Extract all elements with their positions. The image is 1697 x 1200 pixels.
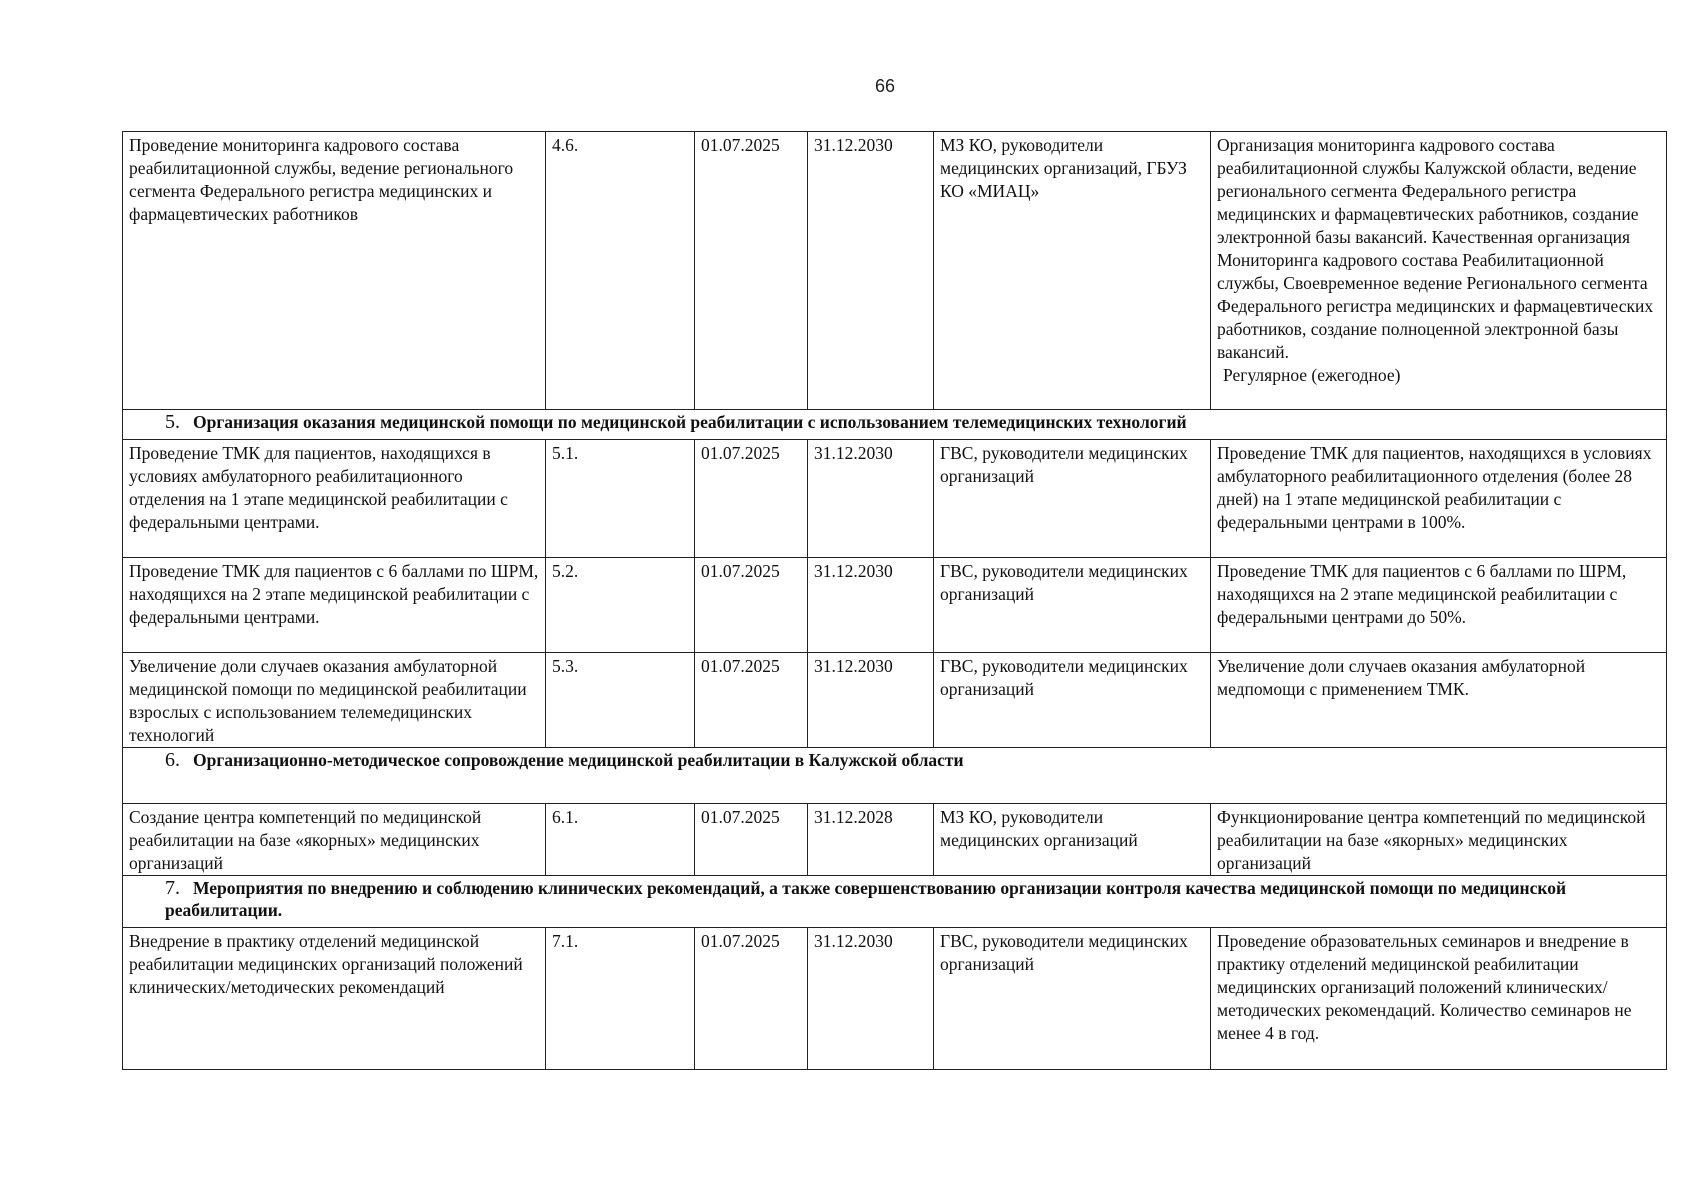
- responsible-cell: МЗ КО, руководители медицинских организаций: [934, 804, 1211, 876]
- start-date-cell: 01.07.2025: [695, 558, 808, 653]
- section-title: Организационно-методическое сопровождение медицинской реабилитации в Калужской области: [193, 750, 964, 770]
- section-title: Организация оказания медицинской помощи по медицинской реабилитации с использованием телемедицинских технологий: [193, 412, 1187, 432]
- table-row: [123, 558, 1667, 653]
- section-number: 7.: [165, 877, 180, 899]
- responsible-cell: МЗ КО, руководители медицинских организаций, ГБУЗ КО «МИАЦ»: [934, 132, 1211, 410]
- item-number-cell: 5.3.: [546, 653, 695, 748]
- responsible-cell: ГВС, руководители медицинских организаций: [934, 440, 1211, 558]
- section-header-row: [123, 876, 1667, 928]
- start-date-cell: 01.07.2025: [695, 440, 808, 558]
- result-cell: Проведение ТМК для пациентов с 6 баллами по ШРМ, находящихся на 2 этапе медицинской реабилитации с федеральными центрами до 50%.: [1211, 558, 1667, 653]
- start-date-cell: 01.07.2025: [695, 132, 808, 410]
- item-number-cell: 5.2.: [546, 558, 695, 653]
- result-cell: Проведение ТМК для пациентов, находящихся в условиях амбулаторного реабилитационного отделения (более 28 дней) на 1 этапе медицинской реабилитации с федеральными центрами в 100%.: [1211, 440, 1667, 558]
- activity-cell: Создание центра компетенций по медицинской реабилитации на базе «якорных» медицинских организаций: [123, 804, 546, 876]
- section-header: [123, 876, 1667, 928]
- section-header-row: [123, 748, 1667, 804]
- end-date-cell: 31.12.2030: [808, 558, 934, 653]
- action-plan-table: [122, 131, 1667, 1070]
- section-number: 5.: [165, 411, 180, 433]
- responsible-cell: ГВС, руководители медицинских организаций: [934, 653, 1211, 748]
- result-cell: Функционирование центра компетенций по медицинской реабилитации на базе «якорных» медицинских организаций: [1211, 804, 1667, 876]
- item-number-cell: 7.1.: [546, 928, 695, 1070]
- table-row: [123, 440, 1667, 558]
- section-number: 6.: [165, 749, 180, 771]
- section-header-row: [123, 410, 1667, 440]
- activity-cell: Увеличение доли случаев оказания амбулаторной медицинской помощи по медицинской реабилитации взрослых с использованием телемедицинских технологий: [123, 653, 546, 748]
- end-date-cell: 31.12.2030: [808, 928, 934, 1070]
- end-date-cell: 31.12.2030: [808, 440, 934, 558]
- start-date-cell: 01.07.2025: [695, 928, 808, 1070]
- item-number-cell: 6.1.: [546, 804, 695, 876]
- result-text: Организация мониторинга кадрового состава реабилитационной службы Калужской области, ведение регионального сегмента Федерального регистра медицинских и фармацевтических работников, создание электронной базы вакансий. Качественная организация Мониторинга кадрового состава Реабилитационной службы, Своевременное ведение Регионального сегмента Федерального регистра медицинских и фармацевтических работников, создание полноценной электронной базы вакансий.: [1217, 135, 1654, 362]
- end-date-cell: 31.12.2030: [808, 653, 934, 748]
- table-row: [123, 653, 1667, 748]
- section-header: [123, 410, 1667, 440]
- result-cell: [1211, 132, 1667, 410]
- start-date-cell: 01.07.2025: [695, 653, 808, 748]
- section-header: [123, 748, 1667, 804]
- start-date-cell: 01.07.2025: [695, 804, 808, 876]
- table-row: [123, 804, 1667, 876]
- activity-cell: Внедрение в практику отделений медицинской реабилитации медицинских организаций положений клинических/методических рекомендаций: [123, 928, 546, 1070]
- end-date-cell: 31.12.2030: [808, 132, 934, 410]
- end-date-cell: 31.12.2028: [808, 804, 934, 876]
- item-number-cell: 4.6.: [546, 132, 695, 410]
- page-number: 66: [874, 76, 896, 96]
- activity-cell: Проведение ТМК для пациентов, находящихся в условиях амбулаторного реабилитационного отделения на 1 этапе медицинской реабилитации с федеральными центрами.: [123, 440, 546, 558]
- responsible-cell: ГВС, руководители медицинских организаций: [934, 928, 1211, 1070]
- result-cell: Увеличение доли случаев оказания амбулаторной медпомощи с применением ТМК.: [1211, 653, 1667, 748]
- item-number-cell: 5.1.: [546, 440, 695, 558]
- table-row: [123, 928, 1667, 1070]
- section-title: Мероприятия по внедрению и соблюдению клинических рекомендаций, а также совершенствованию организации контроля качества медицинской помощи по медицинской реабилитации.: [165, 878, 1567, 920]
- table-row: [123, 132, 1667, 410]
- result-cell: Проведение образовательных семинаров и внедрение в практику отделений медицинской реабилитации медицинских организаций положений клинических/методических рекомендаций. Количество семинаров не менее 4 в год.: [1211, 928, 1667, 1070]
- result-extra-text: Регулярное (ежегодное): [1223, 365, 1401, 385]
- activity-cell: Проведение ТМК для пациентов с 6 баллами по ШРМ, находящихся на 2 этапе медицинской реабилитации с федеральными центрами.: [123, 558, 546, 653]
- responsible-cell: ГВС, руководители медицинских организаций: [934, 558, 1211, 653]
- activity-cell: Проведение мониторинга кадрового состава реабилитационной службы, ведение регионального сегмента Федерального регистра медицинских и фармацевтических работников: [123, 132, 546, 410]
